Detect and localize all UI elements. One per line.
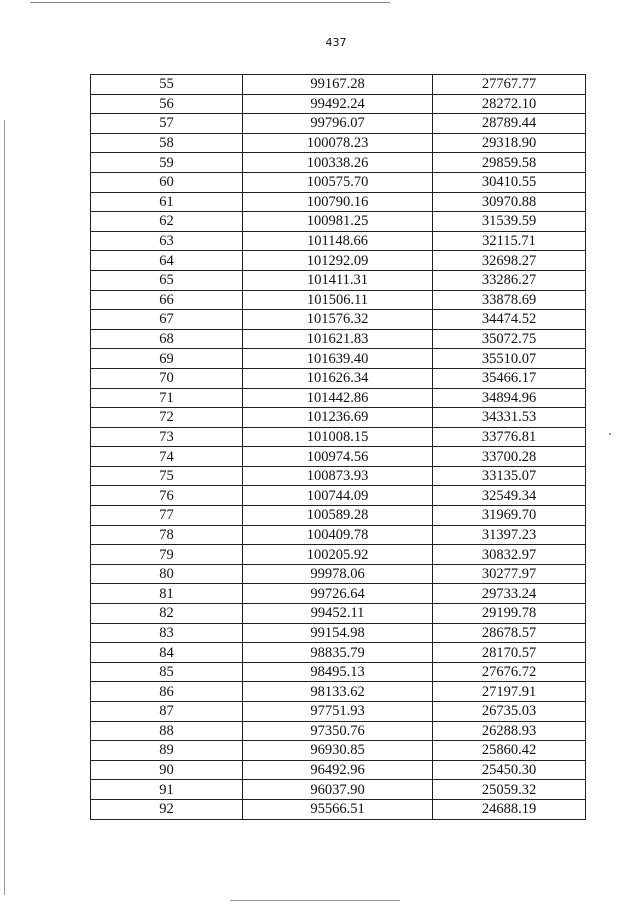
value-cell: 100078.23 bbox=[243, 133, 433, 153]
table-body bbox=[91, 75, 586, 820]
value-cell: 97350.76 bbox=[243, 721, 433, 741]
table-row bbox=[91, 506, 586, 526]
value-cell: 99452.11 bbox=[243, 604, 433, 624]
row-index-cell: 83 bbox=[91, 623, 243, 643]
row-index-cell: 73 bbox=[91, 427, 243, 447]
secondary-value-cell: 28272.10 bbox=[433, 94, 586, 114]
table-row bbox=[91, 799, 586, 819]
row-index-cell: 75 bbox=[91, 466, 243, 486]
table-row bbox=[91, 114, 586, 134]
table-row bbox=[91, 760, 586, 780]
table-row bbox=[91, 682, 586, 702]
value-cell: 101008.15 bbox=[243, 427, 433, 447]
secondary-value-cell: 29859.58 bbox=[433, 153, 586, 173]
value-cell: 101411.31 bbox=[243, 270, 433, 290]
secondary-value-cell: 24688.19 bbox=[433, 799, 586, 819]
value-cell: 100575.70 bbox=[243, 172, 433, 192]
value-cell: 100744.09 bbox=[243, 486, 433, 506]
secondary-value-cell: 29733.24 bbox=[433, 584, 586, 604]
secondary-value-cell: 33878.69 bbox=[433, 290, 586, 310]
table-row bbox=[91, 388, 586, 408]
secondary-value-cell: 32698.27 bbox=[433, 251, 586, 271]
value-cell: 101442.86 bbox=[243, 388, 433, 408]
table-row bbox=[91, 251, 586, 271]
value-cell: 98133.62 bbox=[243, 682, 433, 702]
value-cell: 99978.06 bbox=[243, 564, 433, 584]
secondary-value-cell: 26735.03 bbox=[433, 702, 586, 722]
table-row bbox=[91, 75, 586, 95]
row-index-cell: 78 bbox=[91, 525, 243, 545]
table-row bbox=[91, 408, 586, 428]
secondary-value-cell: 31397.23 bbox=[433, 525, 586, 545]
table-row bbox=[91, 290, 586, 310]
page-number: 437 bbox=[325, 36, 347, 49]
secondary-value-cell: 33286.27 bbox=[433, 270, 586, 290]
row-index-cell: 72 bbox=[91, 408, 243, 428]
secondary-value-cell: 30970.88 bbox=[433, 192, 586, 212]
secondary-value-cell: 29318.90 bbox=[433, 133, 586, 153]
table-row bbox=[91, 702, 586, 722]
row-index-cell: 84 bbox=[91, 643, 243, 663]
table-row bbox=[91, 584, 586, 604]
row-index-cell: 64 bbox=[91, 251, 243, 271]
secondary-value-cell: 29199.78 bbox=[433, 604, 586, 624]
secondary-value-cell: 26288.93 bbox=[433, 721, 586, 741]
value-cell: 101292.09 bbox=[243, 251, 433, 271]
table-row bbox=[91, 721, 586, 741]
value-cell: 100981.25 bbox=[243, 212, 433, 232]
value-cell: 101148.66 bbox=[243, 231, 433, 251]
row-index-cell: 91 bbox=[91, 780, 243, 800]
value-cell: 99154.98 bbox=[243, 623, 433, 643]
row-index-cell: 90 bbox=[91, 760, 243, 780]
value-cell: 101639.40 bbox=[243, 349, 433, 369]
table-row bbox=[91, 486, 586, 506]
row-index-cell: 58 bbox=[91, 133, 243, 153]
row-index-cell: 59 bbox=[91, 153, 243, 173]
value-cell: 96492.96 bbox=[243, 760, 433, 780]
value-cell: 100205.92 bbox=[243, 545, 433, 565]
row-index-cell: 67 bbox=[91, 310, 243, 330]
secondary-value-cell: 35072.75 bbox=[433, 329, 586, 349]
table-row bbox=[91, 564, 586, 584]
row-index-cell: 62 bbox=[91, 212, 243, 232]
secondary-value-cell: 34894.96 bbox=[433, 388, 586, 408]
row-index-cell: 66 bbox=[91, 290, 243, 310]
row-index-cell: 89 bbox=[91, 741, 243, 761]
value-cell: 96930.85 bbox=[243, 741, 433, 761]
secondary-value-cell: 30410.55 bbox=[433, 172, 586, 192]
row-index-cell: 92 bbox=[91, 799, 243, 819]
table-row bbox=[91, 643, 586, 663]
row-index-cell: 57 bbox=[91, 114, 243, 134]
secondary-value-cell: 33135.07 bbox=[433, 466, 586, 486]
row-index-cell: 77 bbox=[91, 506, 243, 526]
row-index-cell: 76 bbox=[91, 486, 243, 506]
value-cell: 101621.83 bbox=[243, 329, 433, 349]
row-index-cell: 87 bbox=[91, 702, 243, 722]
secondary-value-cell: 31539.59 bbox=[433, 212, 586, 232]
row-index-cell: 80 bbox=[91, 564, 243, 584]
row-index-cell: 71 bbox=[91, 388, 243, 408]
row-index-cell: 70 bbox=[91, 368, 243, 388]
value-cell: 97751.93 bbox=[243, 702, 433, 722]
table-row bbox=[91, 741, 586, 761]
value-cell: 101576.32 bbox=[243, 310, 433, 330]
secondary-value-cell: 31969.70 bbox=[433, 506, 586, 526]
row-index-cell: 79 bbox=[91, 545, 243, 565]
row-index-cell: 65 bbox=[91, 270, 243, 290]
row-index-cell: 88 bbox=[91, 721, 243, 741]
value-cell: 100873.93 bbox=[243, 466, 433, 486]
row-index-cell: 55 bbox=[91, 75, 243, 95]
value-cell: 99726.64 bbox=[243, 584, 433, 604]
secondary-value-cell: 32115.71 bbox=[433, 231, 586, 251]
data-table bbox=[90, 74, 586, 820]
secondary-value-cell: 35466.17 bbox=[433, 368, 586, 388]
table-row bbox=[91, 525, 586, 545]
secondary-value-cell: 25450.30 bbox=[433, 760, 586, 780]
value-cell: 101506.11 bbox=[243, 290, 433, 310]
table-row bbox=[91, 329, 586, 349]
secondary-value-cell: 28678.57 bbox=[433, 623, 586, 643]
secondary-value-cell: 33700.28 bbox=[433, 447, 586, 467]
value-cell: 100974.56 bbox=[243, 447, 433, 467]
table-row bbox=[91, 133, 586, 153]
table-row bbox=[91, 212, 586, 232]
value-cell: 100338.26 bbox=[243, 153, 433, 173]
table-row bbox=[91, 94, 586, 114]
table-row bbox=[91, 427, 586, 447]
value-cell: 100409.78 bbox=[243, 525, 433, 545]
value-cell: 100790.16 bbox=[243, 192, 433, 212]
secondary-value-cell: 28789.44 bbox=[433, 114, 586, 134]
row-index-cell: 74 bbox=[91, 447, 243, 467]
table-row bbox=[91, 466, 586, 486]
bottom-scan-rule bbox=[230, 900, 400, 901]
value-cell: 99167.28 bbox=[243, 75, 433, 95]
scan-speck bbox=[609, 433, 611, 435]
value-cell: 100589.28 bbox=[243, 506, 433, 526]
value-cell: 101626.34 bbox=[243, 368, 433, 388]
table-row bbox=[91, 172, 586, 192]
secondary-value-cell: 27767.77 bbox=[433, 75, 586, 95]
row-index-cell: 86 bbox=[91, 682, 243, 702]
value-cell: 99492.24 bbox=[243, 94, 433, 114]
row-index-cell: 63 bbox=[91, 231, 243, 251]
table-row bbox=[91, 192, 586, 212]
secondary-value-cell: 25860.42 bbox=[433, 741, 586, 761]
row-index-cell: 68 bbox=[91, 329, 243, 349]
table-row bbox=[91, 310, 586, 330]
row-index-cell: 61 bbox=[91, 192, 243, 212]
table-row bbox=[91, 545, 586, 565]
secondary-value-cell: 30832.97 bbox=[433, 545, 586, 565]
table-row bbox=[91, 780, 586, 800]
secondary-value-cell: 32549.34 bbox=[433, 486, 586, 506]
value-cell: 95566.51 bbox=[243, 799, 433, 819]
table-row bbox=[91, 231, 586, 251]
secondary-value-cell: 34331.53 bbox=[433, 408, 586, 428]
secondary-value-cell: 28170.57 bbox=[433, 643, 586, 663]
value-cell: 101236.69 bbox=[243, 408, 433, 428]
table-row bbox=[91, 368, 586, 388]
secondary-value-cell: 25059.32 bbox=[433, 780, 586, 800]
table-row bbox=[91, 662, 586, 682]
table-row bbox=[91, 447, 586, 467]
value-cell: 99796.07 bbox=[243, 114, 433, 134]
left-scan-edge bbox=[4, 120, 5, 895]
secondary-value-cell: 34474.52 bbox=[433, 310, 586, 330]
secondary-value-cell: 33776.81 bbox=[433, 427, 586, 447]
table-row bbox=[91, 623, 586, 643]
table-row bbox=[91, 604, 586, 624]
table-row bbox=[91, 153, 586, 173]
row-index-cell: 69 bbox=[91, 349, 243, 369]
value-cell: 98835.79 bbox=[243, 643, 433, 663]
table-row bbox=[91, 349, 586, 369]
row-index-cell: 82 bbox=[91, 604, 243, 624]
table-row bbox=[91, 270, 586, 290]
value-cell: 96037.90 bbox=[243, 780, 433, 800]
row-index-cell: 81 bbox=[91, 584, 243, 604]
row-index-cell: 60 bbox=[91, 172, 243, 192]
secondary-value-cell: 30277.97 bbox=[433, 564, 586, 584]
row-index-cell: 85 bbox=[91, 662, 243, 682]
top-scan-rule bbox=[30, 2, 390, 3]
value-cell: 98495.13 bbox=[243, 662, 433, 682]
secondary-value-cell: 27676.72 bbox=[433, 662, 586, 682]
row-index-cell: 56 bbox=[91, 94, 243, 114]
secondary-value-cell: 35510.07 bbox=[433, 349, 586, 369]
secondary-value-cell: 27197.91 bbox=[433, 682, 586, 702]
